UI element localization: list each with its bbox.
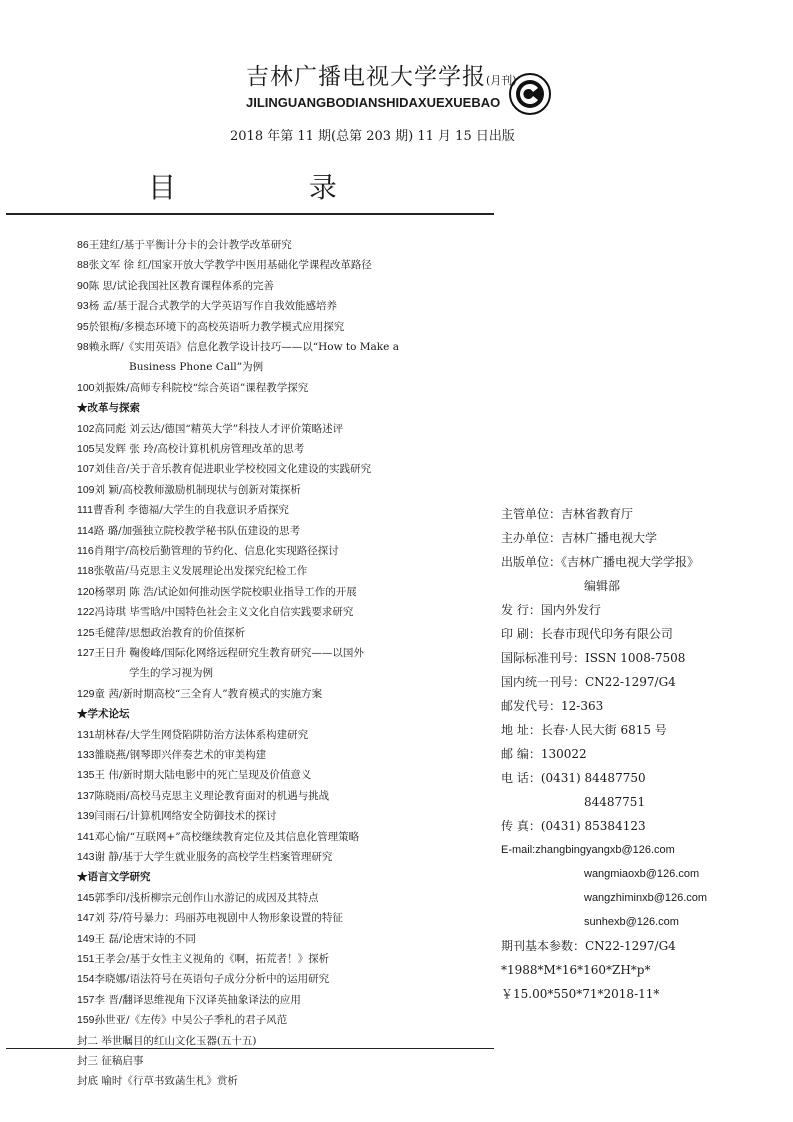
toc-entry-text: 郭季印/浅析柳宗元创作山水游记的成因及其特点 <box>94 891 319 904</box>
toc-entry-text: Business Phone Call”为例 <box>129 361 264 374</box>
zip-line: 邮 编：130022 <box>501 747 587 761</box>
toc-entry <box>77 646 364 660</box>
toc-entry <box>77 524 300 538</box>
email-line-4: sunhexb@126.com <box>584 916 679 928</box>
toc-entry-text: 刘 颖/高校教师激励机制现状与创新对策探析 <box>94 483 301 496</box>
toc-entry <box>77 605 353 619</box>
toc-entry <box>77 728 308 742</box>
toc-entry-text: 张敬苗/马克思主义发展理论出发探究纪检工作 <box>93 565 308 578</box>
toc-entry-text: 张文军 徐 红/国家开放大学教学中医用基础化学课程改革路径 <box>88 259 372 272</box>
toc-page-number: 145 <box>77 891 95 904</box>
toc-entry <box>77 238 292 252</box>
toc-entry-text: 路 璐/加强独立院校教学秘书队伍建设的思考 <box>93 524 301 537</box>
host-line: 主办单位：吉林广播电视大学 <box>501 531 658 545</box>
toc-page-number: 135 <box>77 769 95 782</box>
toc-page-number: 141 <box>77 830 95 843</box>
toc-page-number: 102 <box>77 422 95 435</box>
toc-entry <box>77 258 372 272</box>
publisher-line-cont: 编辑部 <box>584 579 621 593</box>
toc-entry <box>77 544 339 558</box>
toc-entry <box>77 442 304 456</box>
toc-entry-text: ★改革与探索 <box>77 402 140 415</box>
toc-page-number: 131 <box>77 728 95 741</box>
toc-entry-text: 肖翔宇/高校后勤管理的节约化、信息化实现路径探讨 <box>93 545 339 557</box>
toc-entry-text: 王建红/基于平衡计分卡的会计教学改革研究 <box>88 239 292 251</box>
toc-entry-text: 高同彪 刘云达/德国“精英大学”科技人才评价策略述评 <box>94 422 344 435</box>
phone-line-cont: 84487751 <box>584 795 646 809</box>
toc-entry <box>77 626 245 640</box>
toc-entry <box>77 952 329 966</box>
toc-page-number: 127 <box>77 647 95 659</box>
toc-page-number: 125 <box>77 626 95 639</box>
toc-entry-text: 王孝会/基于女性主义视角的《啊，拓荒者！》探析 <box>94 953 330 965</box>
cn-line: 国内统一刊号：CN22-1297/G4 <box>501 675 676 689</box>
sponsor-line: 主管单位：吉林省教育厅 <box>501 507 634 521</box>
toc-entry-text: 冯诗琪 毕雪晗/中国特色社会主义文化自信实践要求研究 <box>94 606 354 619</box>
toc-entry-text: 谢 静/基于大学生就业服务的高校学生档案管理研究 <box>94 851 333 863</box>
email-line-3: wangzhiminxb@126.com <box>584 892 708 904</box>
toc-entry <box>77 972 329 986</box>
toc-entry <box>77 462 371 476</box>
toc-entry <box>77 850 332 864</box>
toc-page-number: 107 <box>77 463 95 476</box>
toc-entry-text: 李 晋/翻译思维视角下汉译英抽象译法的应用 <box>94 993 301 1006</box>
toc-entry-text: 赖永晖/《实用英语》信息化教学设计技巧——以“How to Make a <box>88 341 399 353</box>
toc-page-number: 151 <box>77 953 95 965</box>
toc-page-number: 139 <box>77 810 95 823</box>
toc-entry <box>129 666 213 680</box>
toc-entry <box>77 320 344 334</box>
toc-entry-text: 邓心愉/“互联网+”高校继续教育定位及其信息化管理策略 <box>94 830 360 843</box>
phone-line: 电 话：(0431) 84487750 <box>501 771 646 785</box>
toc-entry-text: 曹香利 李德福/大学生的自我意识矛盾探究 <box>92 504 289 517</box>
publisher-line: 出版单位：《吉林广播电视大学学报》 <box>501 555 700 569</box>
toc-page-number: 157 <box>77 993 95 1006</box>
page-title: 目 录 <box>148 171 399 204</box>
journal-pinyin: JILINGUANGBODIANSHIDAXUEXUEBAO <box>246 95 501 110</box>
toc-entry-text: 刘佳音/关于音乐教育促进职业学校校园文化建设的实践研究 <box>94 463 372 476</box>
toc-entry <box>77 1054 143 1068</box>
toc-entry-text: 学生的学习视为例 <box>129 667 213 680</box>
toc-entry-text: 雒晓燕/钢琴即兴伴奏艺术的审美构建 <box>94 749 267 761</box>
email-line: E-mail:zhangbingyangxb@126.com <box>501 844 675 856</box>
toc-entry-text: 陈 思/试论我国社区教育课程体系的完善 <box>88 279 275 292</box>
toc-entry <box>77 932 196 946</box>
toc-page-number: 114 <box>77 524 94 537</box>
toc-entry-text: 封底 喻时《行草书致菡生札》赏析 <box>77 1075 238 1088</box>
toc-entry-text: 刘振姝/高师专科院校“综合英语”课程教学探究 <box>94 381 309 394</box>
toc-entry-text: 陈晓雨/高校马克思主义理论教育面对的机遇与挑战 <box>94 789 330 802</box>
toc-entry <box>77 340 399 354</box>
address-line: 地 址：长春·人民大街 6815 号 <box>501 723 667 737</box>
toc-entry-text: ★语言文学研究 <box>77 871 151 884</box>
journal-logo-icon <box>508 72 552 116</box>
toc-entry <box>129 360 263 374</box>
fax-line: 传 真：(0431) 85384123 <box>501 819 646 833</box>
email-line-2: wangmiaoxb@126.com <box>584 868 700 880</box>
toc-page-number: 118 <box>77 565 94 578</box>
toc-entry <box>77 585 357 599</box>
bottom-divider <box>6 1048 494 1049</box>
toc-entry-text: ★学术论坛 <box>77 708 130 721</box>
toc-entry <box>77 503 289 517</box>
toc-entry <box>77 1013 287 1027</box>
toc-entry <box>77 279 274 293</box>
toc-entry <box>77 1074 238 1088</box>
top-divider <box>6 213 494 215</box>
toc-page-number: 98 <box>77 341 89 353</box>
toc-page-number: 137 <box>77 789 95 802</box>
toc-entry <box>77 299 337 313</box>
toc-entry-text: 杨翠玥 陈 浩/试论如何推动医学院校职业指导工作的开展 <box>94 585 357 598</box>
toc-page-number: 95 <box>77 320 89 333</box>
toc-entry-text: 封三 征稿启事 <box>77 1055 144 1067</box>
toc-entry-text: 闫雨石/计算机网络安全防御技术的探讨 <box>94 810 277 823</box>
toc-entry-text: 王 伟/新时期大陆电影中的死亡呈现及价值意义 <box>94 769 312 782</box>
toc-entry <box>77 911 343 925</box>
toc-page-number: 109 <box>77 483 95 496</box>
printer-line: 印 刷：长春市现代印务有限公司 <box>501 627 673 641</box>
toc-page-number: 154 <box>77 973 95 986</box>
toc-entry-text: 童 茜/新时期高校“三全育人”教育模式的实施方案 <box>94 687 323 700</box>
distribution-line: 发 行：国内外发行 <box>501 603 601 617</box>
toc-entry-text: 毛健萍/思想政治教育的价值探析 <box>94 626 246 639</box>
toc-page-number: 86 <box>77 239 89 251</box>
issn-line: 国际标准刊号：ISSN 1008-7508 <box>501 651 686 665</box>
toc-section-heading <box>77 870 151 884</box>
toc-entry-text: 胡林春/大学生网贷陷阱防治方法体系构建研究 <box>94 728 309 741</box>
toc-entry-text: 封二 举世瞩目的红山文化玉器(五十五) <box>77 1034 257 1047</box>
toc-page-number: 133 <box>77 749 95 761</box>
toc-entry <box>77 789 329 803</box>
toc-entry <box>77 483 301 497</box>
params-line: 期刊基本参数：CN22-1297/G4 <box>501 939 676 953</box>
toc-page-number: 143 <box>77 851 95 863</box>
params-line-2: *1988*M*16*160*ZH*p* <box>501 963 651 977</box>
params-line-3: ￥15.00*550*71*2018-11* <box>501 987 660 1001</box>
toc-page-number: 120 <box>77 585 95 598</box>
toc-page-number: 147 <box>77 912 95 925</box>
journal-name <box>246 58 517 91</box>
toc-entry <box>77 891 319 905</box>
toc-page-number: 111 <box>77 504 93 517</box>
frequency-tag: (月刊) <box>486 74 517 87</box>
toc-entry <box>77 768 311 782</box>
toc-entry-text: 刘 芬/符号暴力：玛丽苏电视剧中人物形象设置的特征 <box>94 912 343 925</box>
toc-entry-text: 王日升 鞠俊峰/国际化网络远程研究生教育研究——以国外 <box>94 647 364 659</box>
toc-entry <box>77 993 301 1007</box>
toc-page-number: 93 <box>77 300 89 313</box>
toc-entry-text: 王 磊/论唐宋诗的不同 <box>94 932 196 945</box>
toc-entry <box>77 564 307 578</box>
toc-entry <box>77 1034 257 1048</box>
toc-entry <box>77 830 359 844</box>
toc-entry-text: 李晓娜/语法符号在英语句子成分分析中的运用研究 <box>94 973 330 986</box>
toc-page-number: 116 <box>77 545 94 557</box>
toc-entry <box>77 748 266 762</box>
toc-section-heading <box>77 401 140 415</box>
toc-section-heading <box>77 707 130 721</box>
issue-line: 2018 年第 11 期(总第 203 期) 11 月 15 日出版 <box>230 129 515 144</box>
toc-page-number: 129 <box>77 687 95 700</box>
toc-entry-text: 吴发辉 张 玲/高校计算机机房管理改革的思考 <box>94 443 305 455</box>
toc-entry <box>77 381 308 395</box>
toc-page-number: 88 <box>77 259 89 272</box>
toc-entry <box>77 687 322 701</box>
toc-entry-text: 於银梅/多模态环境下的高校英语听力教学模式应用探究 <box>88 320 345 333</box>
toc-page-number: 105 <box>77 443 95 455</box>
toc-page-number: 100 <box>77 381 95 394</box>
toc-page-number: 122 <box>77 606 95 619</box>
postal-code-line: 邮发代号：12-363 <box>501 699 604 713</box>
toc-entry-text: 孙世亚/《左传》中吴公子季札的君子风范 <box>94 1014 288 1027</box>
toc-entry <box>77 809 277 823</box>
toc-page-number: 149 <box>77 932 95 945</box>
toc-page-number: 159 <box>77 1014 95 1027</box>
toc-page-number: 90 <box>77 279 89 292</box>
toc-entry-text: 杨 孟/基于混合式教学的大学英语写作自我效能感培养 <box>88 300 338 313</box>
journal-name-text: 吉林广播电视大学学报 <box>246 64 486 90</box>
toc-entry <box>77 422 343 436</box>
